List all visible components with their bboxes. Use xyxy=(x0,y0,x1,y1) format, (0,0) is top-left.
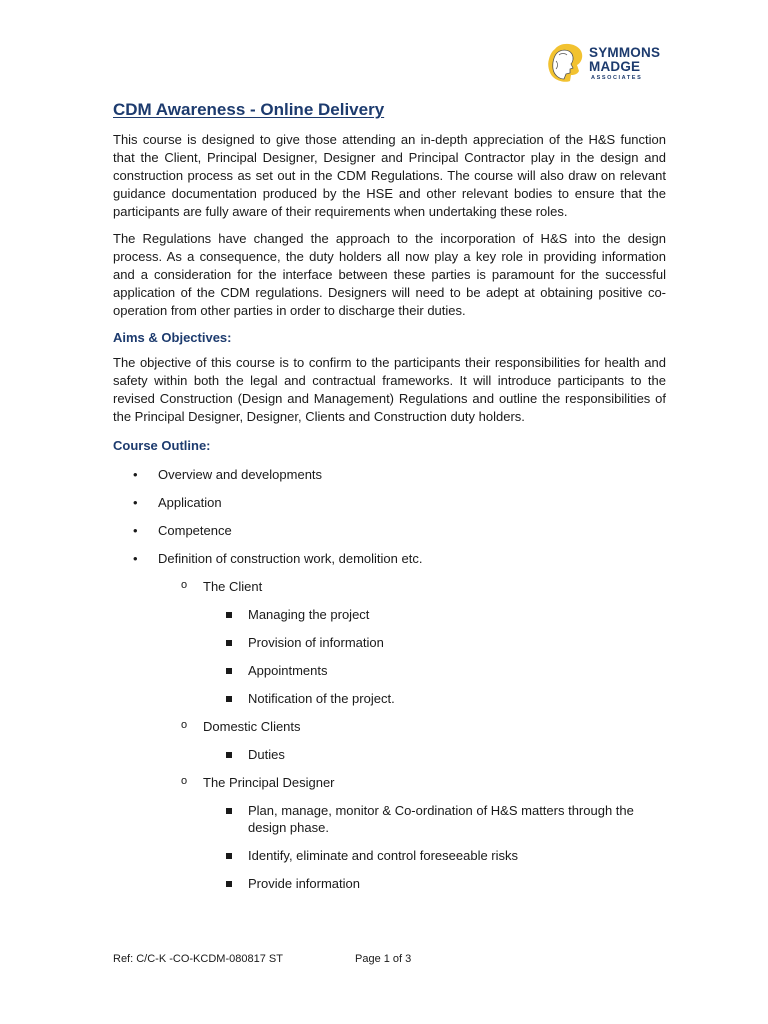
circle-bullet-icon: o xyxy=(181,719,188,731)
circle-bullet-icon: o xyxy=(181,579,188,591)
circle-bullet-icon: o xyxy=(181,775,188,787)
bullet-icon: • xyxy=(133,551,138,566)
company-logo xyxy=(543,41,673,87)
square-bullet-icon xyxy=(226,640,232,646)
list-item: o Domestic Clients xyxy=(181,719,301,734)
square-bullet-icon xyxy=(226,881,232,887)
logo-subtitle: ASSOCIATES xyxy=(591,75,643,81)
classical-head-icon xyxy=(543,41,585,87)
list-item: Provision of information xyxy=(113,634,666,651)
list-item: o The Principal Designer xyxy=(181,775,335,790)
intro-paragraph-1: This course is designed to give those attending an in-depth appreciation of the H&S function that the Client, Principal Designer, Designer and Principal Contractor play in the design and construction process as set out in the CDM Regulations. The course will also draw on relevant guidance documentation produced by the HSE and other relevant bodies to ensure that the participants are fully aware of their requirements when undertaking these roles. xyxy=(113,132,666,219)
square-bullet-icon xyxy=(226,808,232,814)
list-item: Plan, manage, monitor & Co-ordination of H&S matters through the design phase. xyxy=(113,802,666,836)
outline-heading: Course Outline: xyxy=(113,438,211,453)
square-bullet-icon xyxy=(226,668,232,674)
footer-reference: Ref: C/C-K -CO-KCDM-080817 ST xyxy=(113,953,283,965)
list-item: Provide information xyxy=(113,875,666,892)
bullet-icon: • xyxy=(133,495,138,510)
list-item: Appointments xyxy=(113,662,666,679)
logo-line-1: SYMMONS xyxy=(589,45,661,60)
list-item: • Overview and developments xyxy=(133,467,323,482)
list-item: • Application xyxy=(133,495,222,510)
aims-paragraph: The objective of this course is to confirm to the participants their responsibilities for health and safety within both the legal and contractual frameworks. It will introduce participants to the revised Construction (Design and Management) Regulations and outline the responsibilities of the Principal Designer, Designer, Clients and Construction duty holders. xyxy=(113,355,666,424)
logo-line-2: MADGE xyxy=(589,59,641,74)
list-item: Duties xyxy=(113,746,666,763)
square-bullet-icon xyxy=(226,853,232,859)
page-title: CDM Awareness - Online Delivery xyxy=(113,100,385,119)
list-item: Notification of the project. xyxy=(113,690,666,707)
document-body xyxy=(113,100,666,903)
bullet-icon: • xyxy=(133,523,138,538)
list-item: Managing the project xyxy=(113,606,666,623)
list-item: Identify, eliminate and control foreseeable risks xyxy=(113,847,666,864)
list-item: • Competence xyxy=(133,523,232,538)
square-bullet-icon xyxy=(226,612,232,618)
intro-paragraph-2: The Regulations have changed the approach to the incorporation of H&S into the design process. As a consequence, the duty holders all now play a key role in providing information and a consideration for the interface between these parties is paramount for the successful application of the CDM regulations. Designers will need to be adept at obtaining positive co-operation from other parties in order to discharge their duties. xyxy=(113,231,666,318)
list-item: • Definition of construction work, demolition etc. xyxy=(133,551,423,566)
square-bullet-icon xyxy=(226,752,232,758)
course-outline-list xyxy=(113,466,666,892)
aims-heading: Aims & Objectives: xyxy=(113,330,232,345)
list-item: o The Client xyxy=(181,579,263,594)
bullet-icon: • xyxy=(133,467,138,482)
footer-page-number: Page 1 of 3 xyxy=(355,953,412,965)
square-bullet-icon xyxy=(226,696,232,702)
